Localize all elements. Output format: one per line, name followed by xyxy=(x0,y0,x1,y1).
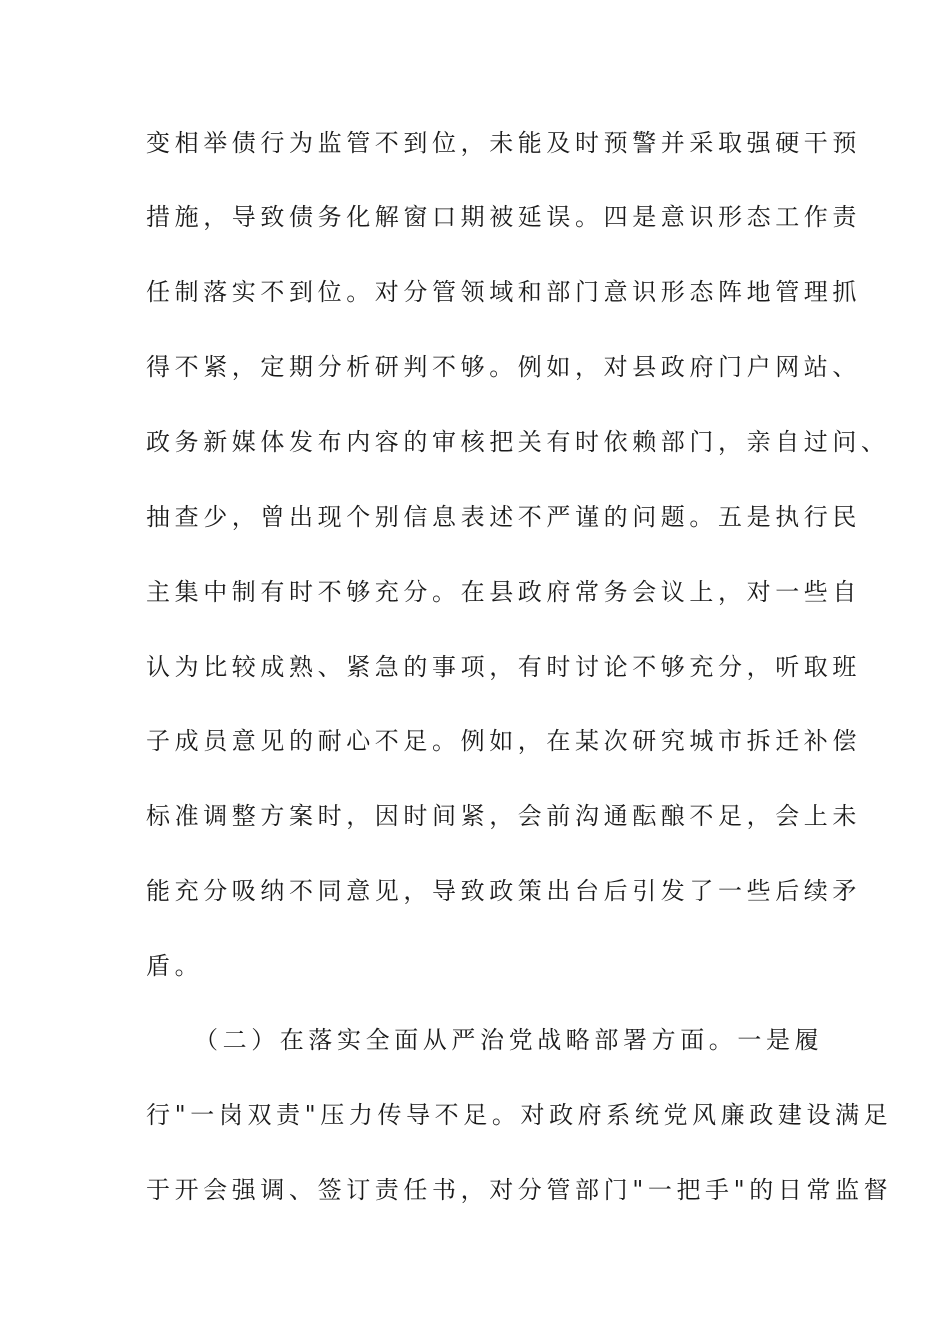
body-text-line: 认为比较成熟、紧急的事项，有时讨论不够充分，听取班 xyxy=(146,653,861,681)
body-text-line: 子成员意见的耐心不足。例如，在某次研究城市拆迁补偿 xyxy=(146,727,861,755)
body-text-line: 盾。 xyxy=(146,952,204,980)
body-text-line: 于开会强调、签订责任书，对分管部门"一把手"的日常监督 xyxy=(146,1176,893,1204)
body-text-line: 得不紧，定期分析研判不够。例如，对县政府门户网站、 xyxy=(146,353,861,381)
body-text-line: 任制落实不到位。对分管领域和部门意识形态阵地管理抓 xyxy=(146,278,861,306)
body-text-line: 主集中制有时不够充分。在县政府常务会议上，对一些自 xyxy=(146,578,861,606)
body-text-line: 抽查少，曾出现个别信息表述不严谨的问题。五是执行民 xyxy=(146,503,861,531)
body-text-line: 措施，导致债务化解窗口期被延误。四是意识形态工作责 xyxy=(146,203,861,231)
body-text-line: 政务新媒体发布内容的审核把关有时依赖部门，亲自过问、 xyxy=(146,428,890,456)
body-text-line: 变相举债行为监管不到位，未能及时预警并采取强硬干预 xyxy=(146,129,861,157)
body-text-line: 标准调整方案时，因时间紧，会前沟通酝酿不足，会上未 xyxy=(146,802,861,830)
body-text-line: 行"一岗双责"压力传导不足。对政府系统党风廉政建设满足 xyxy=(146,1101,893,1129)
section-heading-line: （二）在落实全面从严治党战略部署方面。一是履 xyxy=(194,1026,824,1054)
body-text-line: 能充分吸纳不同意见，导致政策出台后引发了一些后续矛 xyxy=(146,877,861,905)
